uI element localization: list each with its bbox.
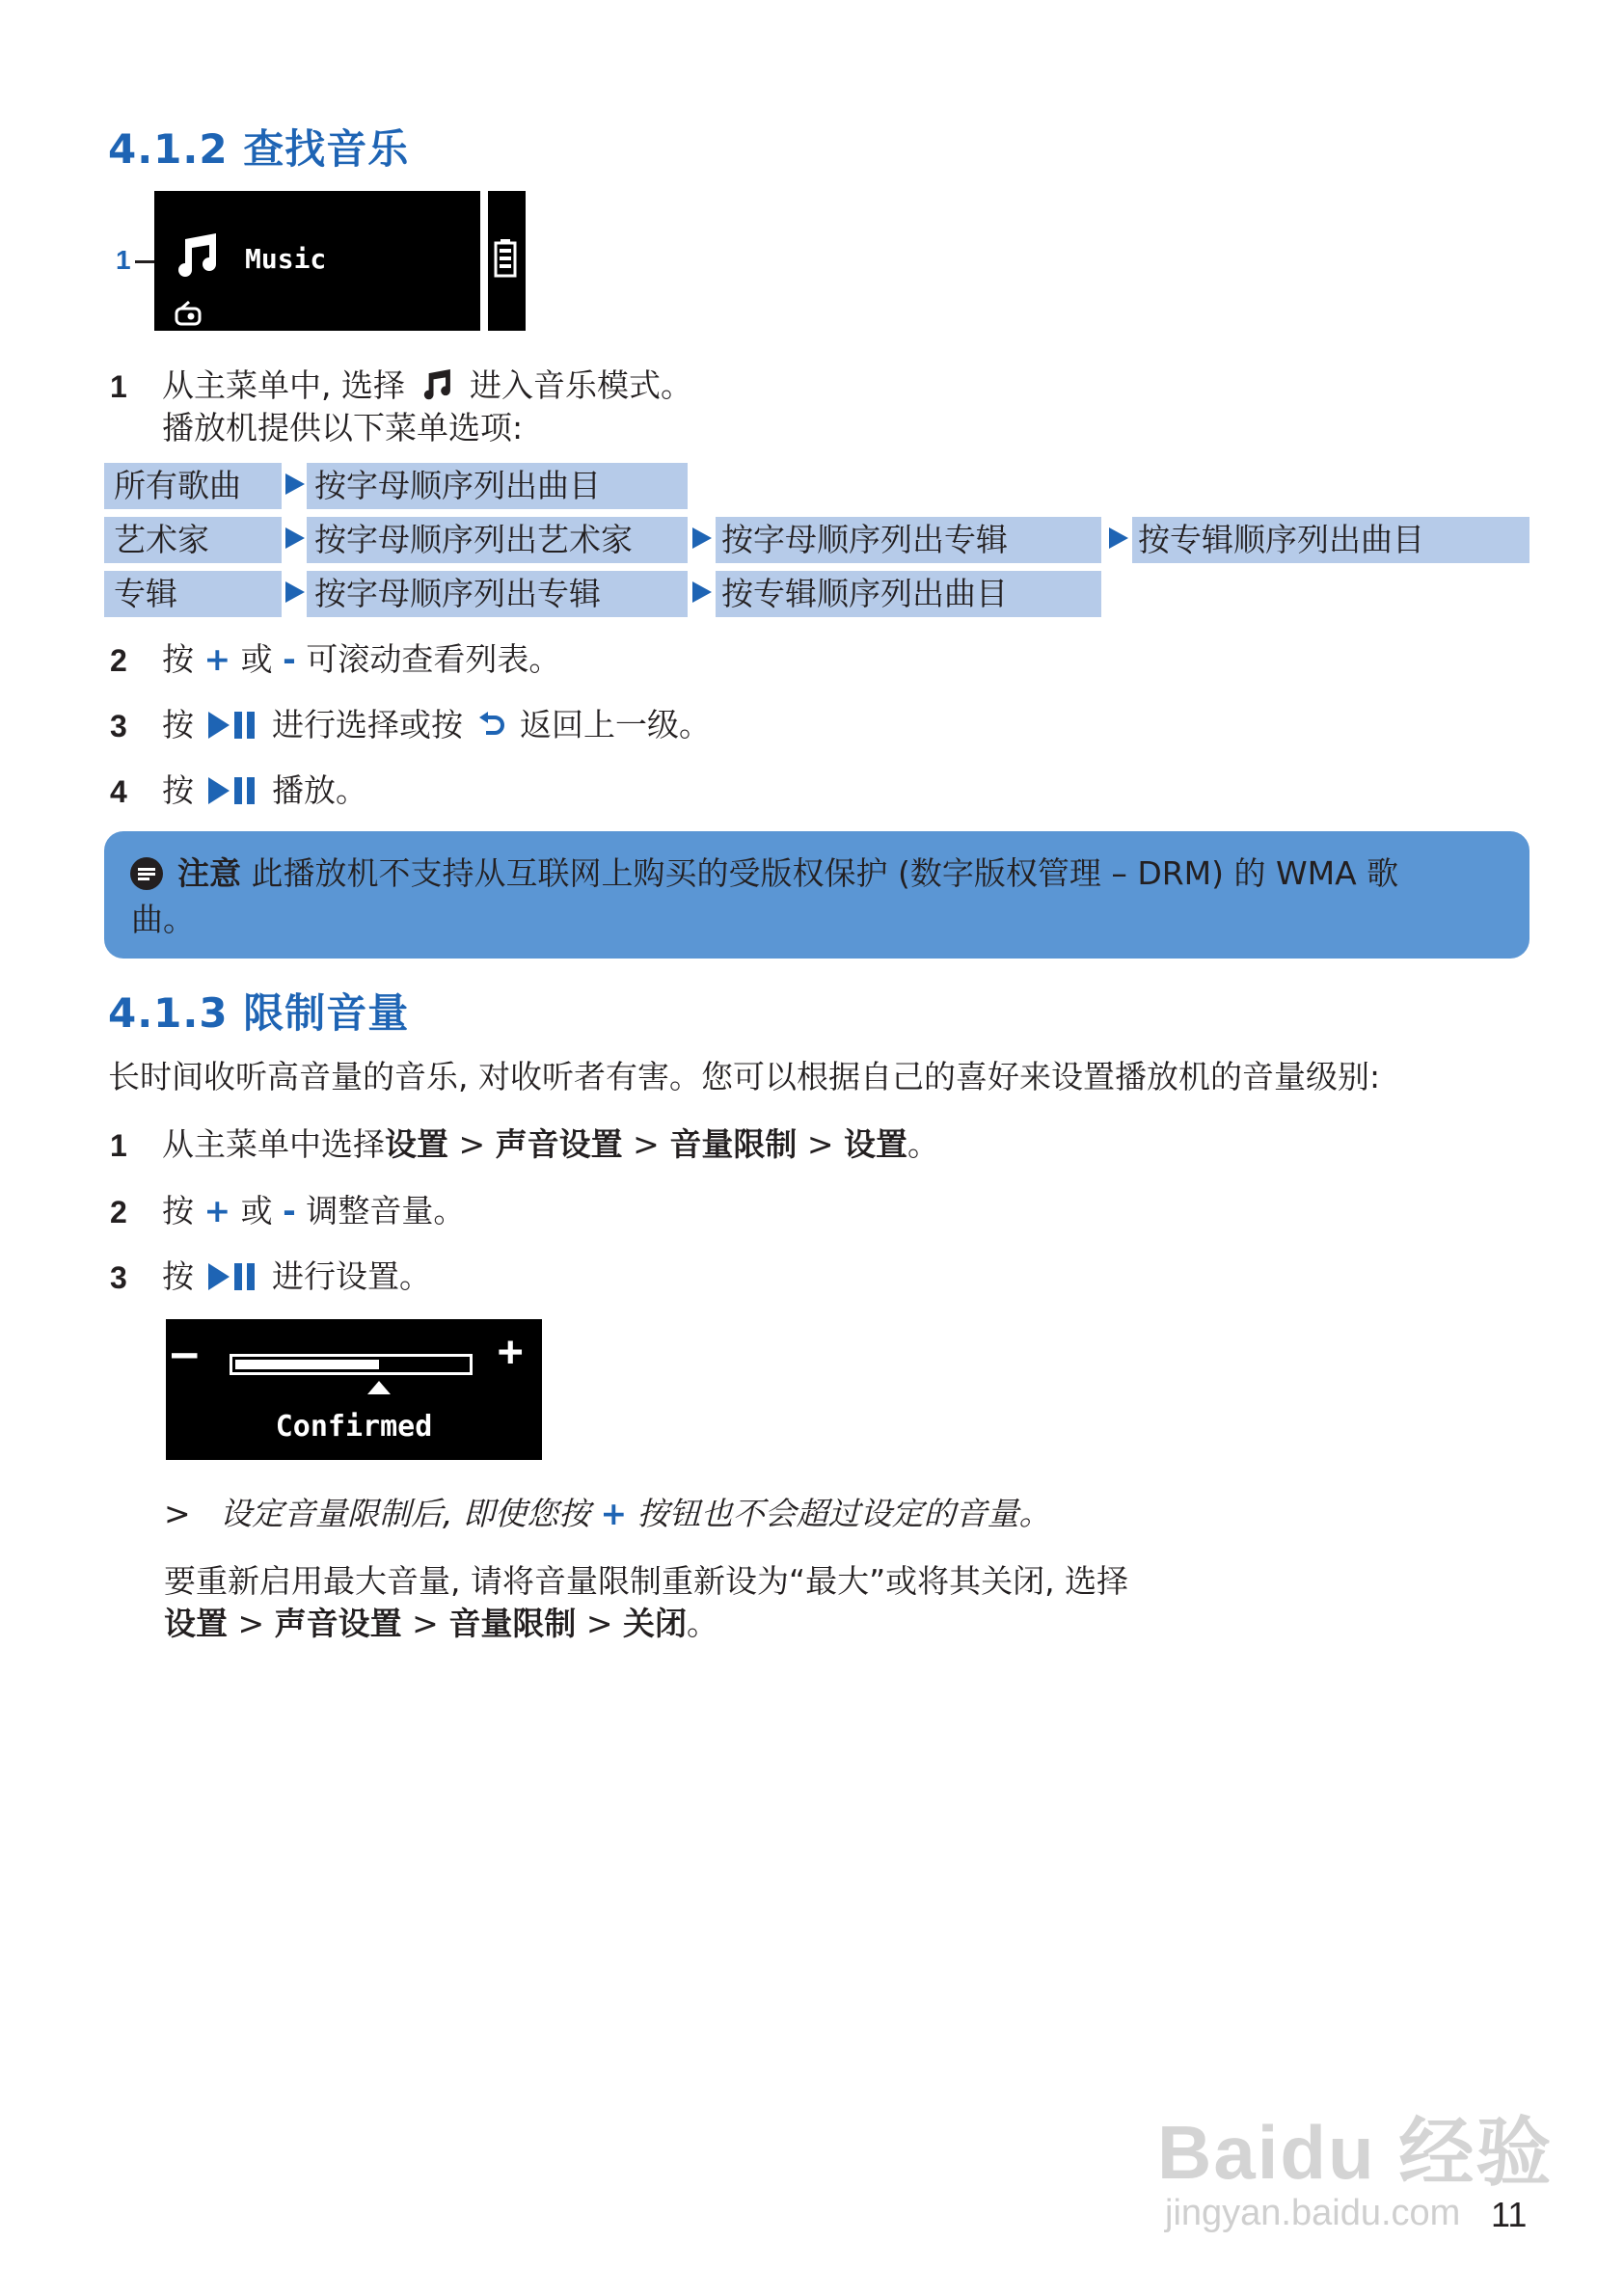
minus-key: - xyxy=(283,1192,296,1229)
arrow-icon xyxy=(692,581,712,603)
step-text: 按 + 或 - 调整音量。 xyxy=(162,1192,466,1229)
step-subtext: 播放机提供以下菜单选项: xyxy=(162,409,524,446)
menu-cell: 按专辑顺序列出曲目 xyxy=(716,571,1101,617)
arrow-icon xyxy=(285,581,305,603)
volume-bar xyxy=(230,1354,473,1375)
menu-cell: 艺术家 xyxy=(104,517,282,563)
volume-plus: + xyxy=(498,1327,524,1376)
step-text: 按 播放。 xyxy=(162,771,367,809)
plus-key: + xyxy=(203,640,231,678)
menu-cell: 按字母顺序列出曲目 xyxy=(307,463,688,509)
callout-number: 1 xyxy=(116,245,131,275)
volume-screen xyxy=(166,1319,542,1460)
note-text-cont: 曲。 xyxy=(131,901,195,938)
step-number: 3 xyxy=(110,1260,127,1295)
volume-status: Confirmed xyxy=(275,1410,433,1444)
play-pause-icon xyxy=(208,712,258,739)
page-number: 11 xyxy=(1491,2195,1528,2234)
step-number: 4 xyxy=(110,774,127,809)
step-number: 2 xyxy=(110,643,127,678)
arrow-icon xyxy=(692,527,712,549)
arrow-icon xyxy=(285,527,305,549)
music-note-icon xyxy=(176,233,218,278)
note-label: 注意 xyxy=(177,854,241,892)
back-icon xyxy=(477,712,506,741)
step-number: 2 xyxy=(110,1195,127,1229)
step-text: 按 进行设置。 xyxy=(162,1257,431,1295)
play-pause-icon xyxy=(208,1263,258,1290)
menu-cell: 所有歌曲 xyxy=(104,463,282,509)
minus-key: - xyxy=(283,640,296,678)
plus-key: + xyxy=(203,1192,231,1229)
music-screen xyxy=(154,191,526,331)
step-number: 3 xyxy=(110,709,127,743)
section-heading: 4.1.2 查找音乐 xyxy=(108,125,410,173)
note-icon xyxy=(129,856,164,891)
music-note-icon xyxy=(420,369,453,400)
step-number: 1 xyxy=(110,1128,127,1163)
volume-marker xyxy=(367,1381,391,1394)
reset-text: 要重新启用最大音量, 请将音量限制重新设为“最大”或将其关闭, 选择 xyxy=(164,1562,1129,1600)
step-text: 按 + 或 - 可滚动查看列表。 xyxy=(162,640,561,678)
intro-text: 长时间收听高音量的音乐, 对收听者有害。您可以根据自己的喜好来设置播放机的音量级别: xyxy=(108,1058,1381,1095)
plus-key: + xyxy=(600,1495,628,1532)
radio-icon xyxy=(174,301,203,326)
volume-minus: – xyxy=(172,1329,198,1378)
arrow-icon xyxy=(1109,527,1128,549)
menu-cell: 按字母顺序列出专辑 xyxy=(307,571,688,617)
reset-path: 设置 > 声音设置 > 音量限制 > 关闭。 xyxy=(164,1605,718,1642)
watermark-url: jingyan.baidu.com xyxy=(1165,2193,1461,2233)
note-box xyxy=(104,831,1529,959)
arrow-icon xyxy=(285,473,305,495)
result-text: 设定音量限制后, 即使您按 + 按钮也不会超过设定的音量。 xyxy=(220,1495,1051,1532)
screen-divider xyxy=(480,191,488,331)
volume-fill xyxy=(235,1360,379,1369)
menu-cell: 按字母顺序列出专辑 xyxy=(716,517,1101,563)
menu-cell: 按字母顺序列出艺术家 xyxy=(307,517,688,563)
section-heading: 4.1.3 限制音量 xyxy=(108,989,410,1037)
play-pause-icon xyxy=(208,777,258,804)
music-label: Music xyxy=(245,243,327,275)
battery-icon xyxy=(494,239,517,278)
step-number: 1 xyxy=(110,369,127,404)
menu-cell: 专辑 xyxy=(104,571,282,617)
menu-cell: 按专辑顺序列出曲目 xyxy=(1132,517,1529,563)
step-text: 按 进行选择或按 返回上一级。 xyxy=(162,706,711,743)
step-text: 从主菜单中选择设置 > 声音设置 > 音量限制 > 设置。 xyxy=(162,1125,939,1163)
watermark-logo: Baidu 经验 xyxy=(1157,2110,1554,2195)
step-text: 从主菜单中, 选择 进入音乐模式。 xyxy=(162,366,692,404)
result-marker: > xyxy=(164,1495,191,1532)
note-text: 此播放机不支持从互联网上购买的受版权保护 (数字版权管理 – DRM) 的 WMA 歌 xyxy=(251,854,1399,892)
